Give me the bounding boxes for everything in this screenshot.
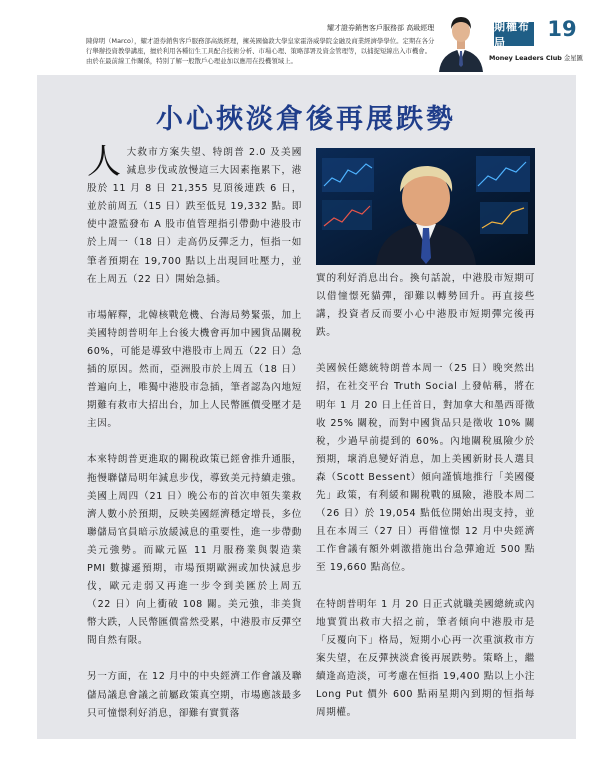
paragraph-text: 大救市方案失望、特朗普 2.0 及美國減息步伐或放慢這三大因素拖累下，港股於 11 月 8 日 21,355 見頂後連跌 6 日，並於前周五（15 日）跌至低見 19,332 點。即使中證監發布 A 股市值管理指引帶動中港股市於上周一（18 日）走高仍反彈乏力，恒指一如筆者預期在 19,700 點以上出現回吐壓力，並在上周五（22 日）開始急插。 [87,147,302,285]
section-label: 期權布局 [494,22,534,46]
article-photo [316,148,535,265]
paragraph: 在特朗普明年 1 月 20 日正式就職美國總統或內地實質出救市大招之前，筆者傾向中港股市是「反覆向下」格局，短期小心再一次重演救市方案失望，在反彈挾淡倉後再展跌勢。策略上，繼續逢高造淡，可考慮在恒指 19,400 點以上小注 Long Put 價外 600 點兩星期內到期的恒指每周期權。 [316,598,535,719]
drop-cap: 人 [87,142,122,182]
club-name-en: Money Leaders Club [489,54,562,62]
article-column-left [87,144,302,741]
paragraph: 市場解釋，北韓核戰危機、台海局勢緊張，加上美國特朗普明年上台後大機會再加中國貨品關稅 60%，可能是導致中港股市上周五（22 日）急插的原因。然而，亞洲股市於上周五（18 日）普遍向上，唯獨中港股市急插，筆者認為內地短期難有救市大招出台，加上人民幣匯價受壓才是主因。 [87,309,302,430]
paragraph: 另一方面，在 12 月中的中央經濟工作會議及聯儲局議息會議之前屬政策真空期，市場應該最多只可憧憬利好消息，卻難有實質落 [87,671,302,719]
paragraph: 實的利好消息出台。換句話說，中港股市短期可以借憧憬死貓彈，卻難以轉勢回升。再直接些講，投資者反而要小心中港股市短期彈完後再跌。 [316,273,535,339]
club-name-zh: 金星匯 [563,54,584,62]
author-title: 耀才證券銷售客戶服務部 高級經理 [327,24,435,32]
article-headline: 小心挾淡倉後再展跌勢 [156,104,456,135]
paragraph [87,144,302,289]
club-name [489,53,583,62]
author-avatar [437,9,485,72]
page-header [0,0,612,72]
paragraph: 本來特朗普更進取的關稅政策已經會推升通脹，拖慢聯儲局明年減息步伐，導致美元持續走強。美國上周四（21 日）晚公布的首次申領失業救濟人數小於預期，反映美國經濟穩定增長，多位聯儲局官員暗示放緩減息的重要性，進一步帶動美元強勢。而歐元區 11 月服務業與製造業 PMI 數據遜預期，市場預期歐洲或加快減息步伐，歐元走弱又再進一步令到美匯於上周五（22 日）向上衝破 108 關。美元強，非美貨幣大跌，人民幣匯價當然受累，中港股市反彈空間自然有限。 [87,454,302,647]
article-column-right [316,270,535,740]
author-bio: 陳偉明（Marco），耀才證券銷售客戶服務部高級經理，擁英國倫敦大學皇家霍洛威學院金融及商業經濟學學位。定期在各分行舉辦投資教學講座，擅於利用各種衍生工具配合技術分析、市場心理、策略部署及資金管理等，以捕捉短線出入市機會。由於在最前線工作關係，特別了解一般散戶心理並加以應用在投機領域上。 [86,37,435,65]
page-number: 19 [547,17,577,41]
paragraph: 美國候任總統特朗普本周一（25 日）晚突然出招，在社交平台 Truth Social 上發帖稱，將在明年 1 月 20 日上任首日，對加拿大和墨西哥徵收 25% 關稅，而對中國貨品只是徵收 10% 關稅，少過早前提到的 60%。內地關稅風險少於預期，壞消息變好消息，加上美國新財長人選貝森（Scott Bessent）傾向謹慎地推行「美國優先」政策，有利緩和關稅戰的風險，港股本周二（26 日）於 19,054 點低位開始出現支持，並且在本周三（27 日）再借憧憬 12 月中央經濟工作會議有額外刺激措施出台急彈逾近 500 點至 19,660 點高位。 [316,363,535,574]
